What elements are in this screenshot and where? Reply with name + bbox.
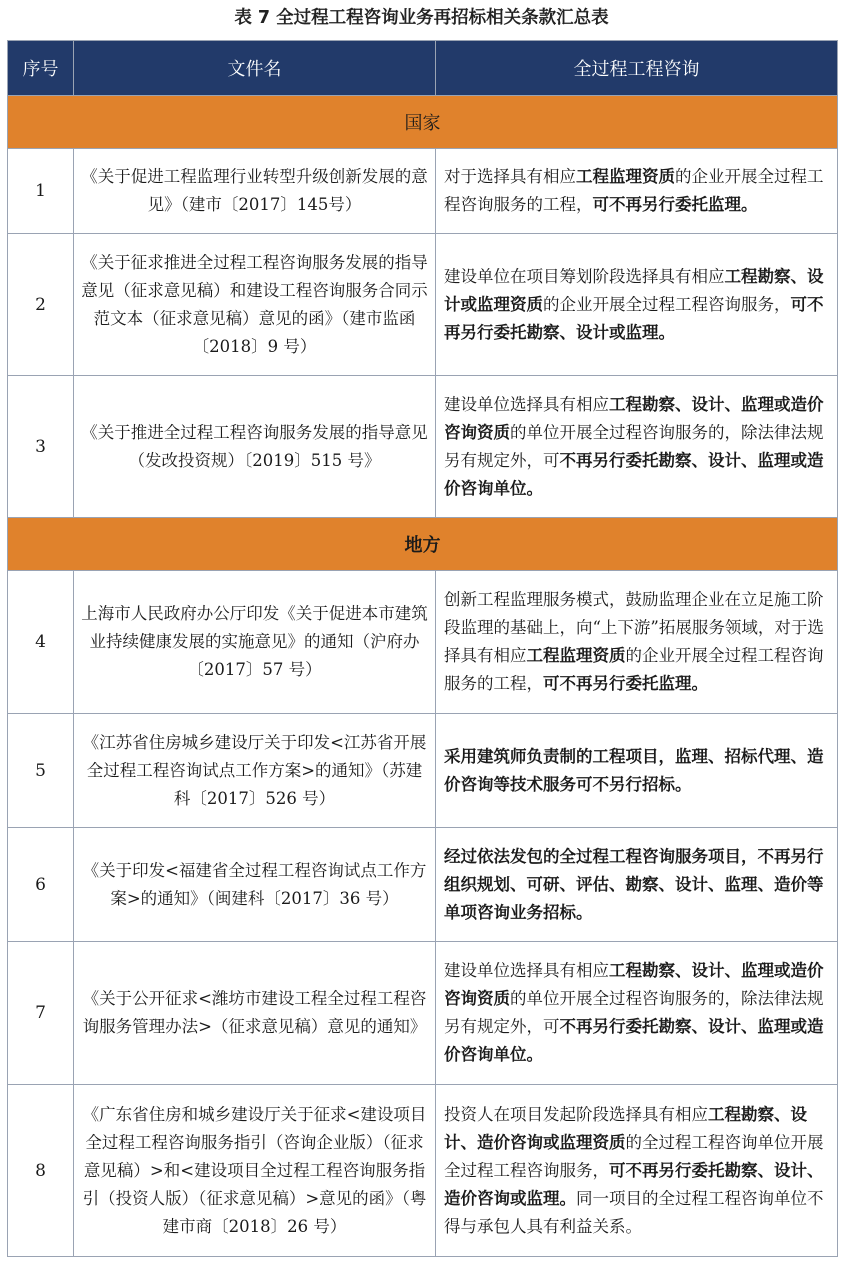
consulting-text: 的企业开展全过程工程咨询服务的工程， <box>444 167 824 214</box>
consulting-emphasis: 工程勘察、设计、监理或造价咨询资质 <box>444 961 824 1008</box>
row-index: 1 <box>8 149 74 234</box>
row-index: 4 <box>8 571 74 714</box>
consulting-text: 投资人在项目发起阶段选择具有相应 <box>444 1104 708 1124</box>
table-row <box>8 1085 838 1257</box>
table-row <box>8 376 838 518</box>
table-row <box>8 828 838 942</box>
consulting-text: 对于选择具有相应 <box>444 167 576 186</box>
row-index: 3 <box>8 376 74 518</box>
row-consulting <box>436 714 838 828</box>
table-caption: 表 7 全过程工程咨询业务再招标相关条款汇总表 <box>234 8 609 28</box>
consulting-emphasis: 经过依法发包的全过程工程咨询服务项目，不再另行组织规划、可研、评估、勘察、设计、监理、造价等单项咨询业务招标。 <box>444 846 824 922</box>
consulting-emphasis: 不再另行委托勘察、设计、监理或造价咨询单位。 <box>444 1017 824 1064</box>
row-document: 《关于公开征求<潍坊市建设工程全过程工程咨询服务管理办法>（征求意见稿）意见的通知》 <box>74 942 436 1085</box>
row-document: 《关于印发<福建省全过程工程咨询试点工作方案>的通知》（闽建科〔2017〕36 号） <box>74 828 436 942</box>
consulting-text: 建设单位选择具有相应 <box>444 394 609 414</box>
consulting-text: 创新工程监理服务模式，鼓励监理企业在立足施工阶段监理的基础上，向“上下游”拓展服务领域，对于选择具有相应 <box>444 590 824 665</box>
consulting-emphasis: 采用建筑师负责制的工程项目，监理、招标代理、造价咨询等技术服务可不另行招标。 <box>444 746 824 794</box>
consulting-text: 的全过程工程咨询单位开展全过程工程咨询服务， <box>444 1132 824 1180</box>
row-consulting <box>436 234 838 376</box>
row-consulting <box>436 571 838 714</box>
clauses-table <box>7 40 838 1257</box>
row-consulting <box>436 149 838 234</box>
consulting-emphasis: 可不再另行委托监理。 <box>543 674 708 693</box>
consulting-emphasis: 工程勘察、设计、造价咨询或监理资质 <box>444 1104 807 1152</box>
row-index: 7 <box>8 942 74 1085</box>
table-row <box>8 234 838 376</box>
row-consulting <box>436 376 838 518</box>
consulting-emphasis: 可不再另行委托勘察、设计或监理。 <box>444 294 824 342</box>
row-index: 5 <box>8 714 74 828</box>
header-consulting: 全过程工程咨询 <box>436 41 838 96</box>
consulting-text: 建设单位选择具有相应 <box>444 961 609 980</box>
consulting-emphasis: 工程勘察、设计、监理或造价咨询资质 <box>444 394 824 442</box>
consulting-text: 同一项目的全过程工程咨询单位不得与承包人具有利益关系。 <box>444 1188 824 1236</box>
consulting-emphasis: 可不再另行委托监理。 <box>592 195 758 214</box>
table-row <box>8 942 838 1085</box>
consulting-emphasis: 可不再另行委托勘察、设计、造价咨询或监理。 <box>444 1160 824 1208</box>
consulting-emphasis: 工程监理资质 <box>576 167 675 186</box>
row-consulting <box>436 942 838 1085</box>
section-row-local <box>8 518 838 571</box>
consulting-text: 的企业开展全过程工程咨询服务， <box>543 294 791 314</box>
row-consulting <box>436 1085 838 1257</box>
row-document: 《关于促进工程监理行业转型升级创新发展的意见》（建市〔2017〕145号） <box>74 149 436 234</box>
header-document: 文件名 <box>74 41 436 96</box>
row-document: 《关于征求推进全过程工程咨询服务发展的指导意见（征求意见稿）和建设工程咨询服务合同示范文本（征求意见稿）意见的函》（建市监函〔2018〕9 号） <box>74 234 436 376</box>
consulting-emphasis: 不再另行委托勘察、设计、监理或造价咨询单位。 <box>444 450 824 498</box>
section-row-national <box>8 96 838 149</box>
row-index: 6 <box>8 828 74 942</box>
table-row <box>8 149 838 234</box>
table-row <box>8 714 838 828</box>
consulting-emphasis: 工程监理资质 <box>526 646 626 665</box>
section-label-national: 国家 <box>8 96 838 149</box>
header-row <box>8 41 838 96</box>
table-row <box>8 571 838 714</box>
consulting-text: 建设单位在项目筹划阶段选择具有相应 <box>444 266 725 286</box>
row-index: 2 <box>8 234 74 376</box>
row-document: 《江苏省住房城乡建设厅关于印发<江苏省开展全过程工程咨询试点工作方案>的通知》（苏建科〔2017〕526 号） <box>74 714 436 828</box>
row-document: 上海市人民政府办公厅印发《关于促进本市建筑业持续健康发展的实施意见》的通知（沪府办〔2017〕57 号） <box>74 571 436 714</box>
header-index: 序号 <box>8 41 74 96</box>
consulting-text: 的单位开展全过程咨询服务的，除法律法规另有规定外，可 <box>444 989 824 1036</box>
consulting-text: 的单位开展全过程咨询服务的，除法律法规另有规定外，可 <box>444 422 824 470</box>
row-index: 8 <box>8 1085 74 1257</box>
consulting-text: 的企业开展全过程工程咨询服务的工程， <box>444 646 824 693</box>
row-document: 《关于推进全过程工程咨询服务发展的指导意见（发改投资规）〔2019〕515 号》 <box>74 376 436 518</box>
row-consulting <box>436 828 838 942</box>
section-label-local: 地方 <box>8 518 838 571</box>
consulting-emphasis: 工程勘察、设计或监理资质 <box>444 266 824 314</box>
row-document: 《广东省住房和城乡建设厅关于征求<建设项目全过程工程咨询服务指引（咨询企业版）（征求意见稿）>和<建设项目全过程工程咨询服务指引（投资人版）（征求意见稿）>意见的函》（粤建市商〔2018〕26 号） <box>74 1085 436 1257</box>
